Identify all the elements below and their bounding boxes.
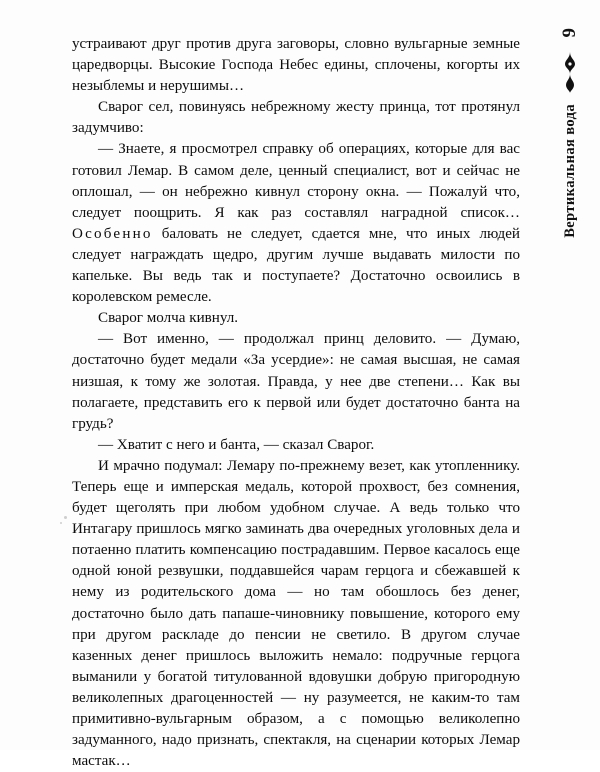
paragraph: — Хватит с него и банта, — сказал Сварог. [98, 436, 375, 453]
scan-speckle [60, 522, 62, 524]
paragraph: Сварог молча кивнул. [98, 310, 239, 327]
paragraph: устраивают друг против друга заговоры, словно вульгарные земные царедворцы. Высокие Господа Небес едины, сплочены, когорты их незыблемы и нерушимы… [72, 36, 520, 95]
paragraph: — Вот именно, — продолжал принц деловито. — Думаю, достаточно будет медали «За усердие»: не самая высшая, не самая низшая, к тому же золотая. Правда, у нее две степени… Как вы полагаете, представить его к первой или будет достаточно банта на грудь? [72, 331, 520, 432]
scan-speckle [64, 516, 67, 519]
paragraph: — Знаете, я просмотрел справку об операциях, которые для вас готовил Лемар. В самом деле, ценный специалист, вот и сейчас не оплошал, — он небрежно кивнул сторону окна. — Пожалуй что, следует поощрить. Я как раз составлял наградной список… Особенно баловать не следует, сдается мне, что иных людей следует награждать щедро, другим лучше выдавать милости по капельке. Вы ведь так и поступаете? Достаточно освоились в королевском ремесле. [72, 141, 520, 306]
paragraph: Сварог сел, повинуясь небрежному жесту принца, тот протянул задумчиво: [72, 99, 520, 137]
body-text [72, 34, 520, 772]
running-head-title: Вертикальная вода [561, 103, 578, 238]
running-head-strip [550, 28, 590, 368]
page-number: 9 [559, 28, 580, 38]
decorative-fleuron-icon [559, 50, 581, 94]
paragraph: И мрачно подумал: Лемару по-прежнему везет, как утопленнику. Теперь еще и имперская медаль, которой прохвост, без сомнения, будет щеголять при любом удобном случае. А ведь только что Интагару пришлось мягко заминать два очередных уголовных дела и потаенно платить компенсацию пострадавшим. Первое касалось еще одной юной резвушки, поддавшейся чарам герцога и сбежавшей к нему из родительского дома — но там обошлось без денег, достаточно было дать папаше-чиновнику повышение, которого ему при другом раскладе до пенсии не светило. В другом случае казенных денег пришлось выложить немало: подручные герцога выманили у богатой титулованной вдовушки добрую пригородную великолепных драгоценностей — ну разумеется, не каким-то там примитивно-вульгарным образом, а с помощью великолепно задуманного, надо признать, спектакля, на сценарии которых Лемар мастак… [72, 457, 520, 770]
emphasis-spaced: Особенно [72, 225, 153, 242]
